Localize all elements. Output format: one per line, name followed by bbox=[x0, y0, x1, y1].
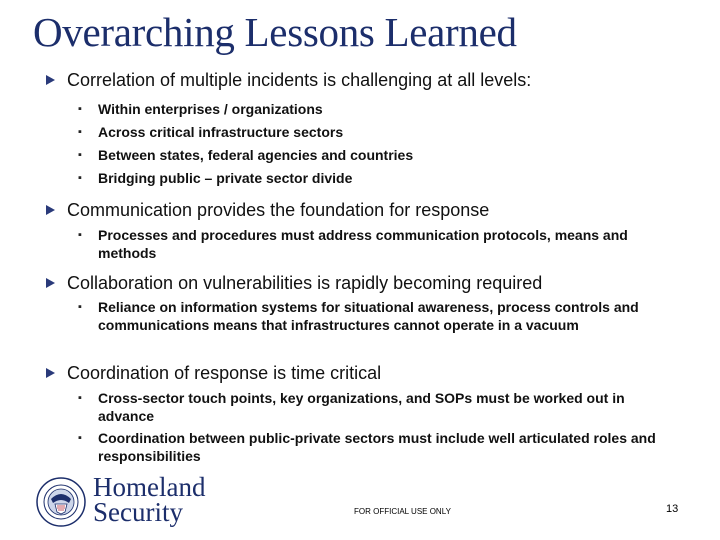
square-bullet-icon: ▪ bbox=[78, 172, 82, 184]
square-bullet-icon: ▪ bbox=[78, 103, 82, 115]
sub-bullet: ▪ Coordination between public-private sectors must include well articulated roles and responsibilities bbox=[78, 430, 656, 464]
bullet-heading: Coordination of response is time critical bbox=[67, 363, 382, 383]
classification-label: FOR OFFICIAL USE ONLY bbox=[354, 507, 451, 516]
sub-bullet: ▪ Reliance on information systems for situational awareness, process controls and communications means that infrastructures cannot operate in a vacuum bbox=[78, 299, 639, 333]
square-bullet-icon: ▪ bbox=[78, 149, 82, 161]
bullet-heading: Correlation of multiple incidents is challenging at all levels: bbox=[67, 70, 532, 90]
bullet-correlation bbox=[67, 70, 531, 91]
square-bullet-icon: ▪ bbox=[78, 432, 82, 444]
square-bullet-icon: ▪ bbox=[78, 392, 82, 404]
bullet-heading: Collaboration on vulnerabilities is rapidly becoming required bbox=[67, 273, 543, 293]
square-bullet-icon: ▪ bbox=[78, 301, 82, 313]
sub-bullet: ▪ Within enterprises / organizations bbox=[78, 101, 323, 117]
sub-bullet: ▪ Bridging public – private sector divide bbox=[78, 170, 353, 186]
page-number: 13 bbox=[666, 503, 679, 515]
slide-title: Overarching Lessons Learned bbox=[33, 9, 517, 55]
square-bullet-icon: ▪ bbox=[78, 229, 82, 241]
triangle-bullet-icon bbox=[46, 205, 55, 215]
logo-wordmark: Homeland Security bbox=[93, 472, 206, 527]
triangle-bullet-icon bbox=[46, 278, 55, 288]
sub-bullet: ▪ Across critical infrastructure sectors bbox=[78, 124, 344, 140]
sub-bullet: ▪ Between states, federal agencies and countries bbox=[78, 147, 414, 163]
dhs-seal-icon bbox=[36, 477, 86, 527]
bullet-collaboration bbox=[67, 273, 542, 294]
sub-bullet: ▪ Cross-sector touch points, key organizations, and SOPs must be worked out in advance bbox=[78, 390, 625, 424]
bullet-coordination bbox=[67, 363, 381, 384]
sub-bullet: ▪ Processes and procedures must address communication protocols, means and methods bbox=[78, 227, 628, 261]
bullet-heading: Communication provides the foundation for response bbox=[67, 200, 490, 220]
square-bullet-icon: ▪ bbox=[78, 126, 82, 138]
bullet-communication bbox=[67, 200, 489, 221]
triangle-bullet-icon bbox=[46, 75, 55, 85]
triangle-bullet-icon bbox=[46, 368, 55, 378]
